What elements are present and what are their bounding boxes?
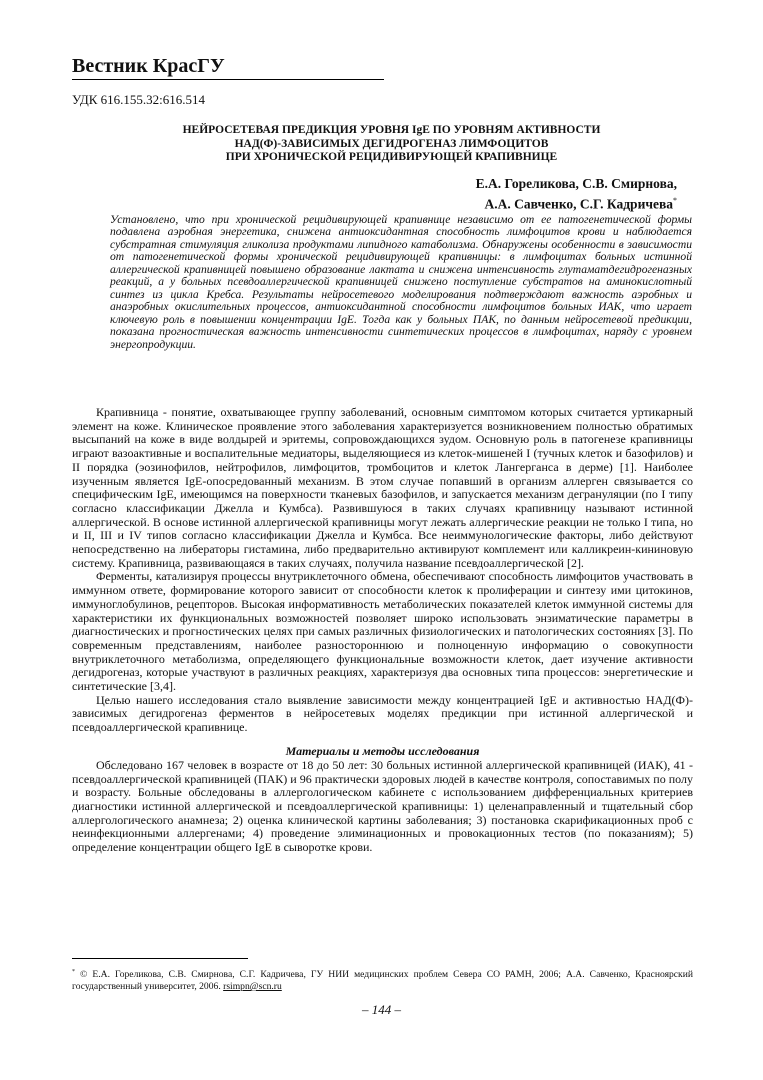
footnote-marker: * [72, 969, 75, 975]
paragraph: Целью нашего исследования стало выявление зависимости между концентрацией IgE и активностью НАД(Ф)-зависимых дегидрогеназ ферментов в нейросетевых моделях предикции при истинной аллергической и псевдоаллергической крапивнице. [72, 692, 693, 735]
footnote-text: © Е.А. Гореликова, С.В. Смирнова, С.Г. Кадричева, ГУ НИИ медицинских проблем Севера СО РАМН, 2006; А.А. Савченко, Красноярский государственный университет, 2006. [72, 969, 693, 993]
footnote-marker: * [673, 196, 677, 205]
journal-title: Вестник КрасГУ [72, 55, 225, 77]
paragraph: Обследовано 167 человек в возрасте от 18 до 50 лет: 30 больных истинной аллергической крапивницей (ИАК), 41 - псевдоаллергической крапивницей (ПАК) и 96 практически здоровых людей в качестве контроля, сопоставимых по полу и возрасту. Больные обследованы в аллергологическом кабинете с использованием дифференциальных критериев диагностики истинной аллергической и псевдоаллергической крапивницы: 1) целенаправленный и тщательный сбор аллергологического анамнеза; 2) оценка клинической картины заболевания; 3) постановка скарификационных проб с неинфекционными аллергенами; 4) проведение элиминационных и провокационных тестов (по показаниям); 5) определение концентрации общего IgE в сыворотке крови. [72, 757, 693, 855]
footnote [72, 966, 693, 993]
header-divider [72, 79, 384, 80]
footnote-divider [72, 958, 248, 959]
abstract: Установлено, что при хронической рецидивирующей крапивнице независимо от ее патогенетической формы подавлена аэробная энергетика, снижена антиоксидантная способность лимфоцитов крови и наблюдается субстратная стимуляция гликолиза продуктами липидного катаболизма. Обнаружены особенности в зависимости от патогенетической формы хронической рецидивирующей крапивницы: в лимфоцитах больных истинной аллергической крапивницей повышено образование лактата и снижена интенсивность глутаматдегидрогеназных реакций, а у больных псевдоаллергической крапивницей снижено поступление субстратов на аминокислотный синтез из цикла Кребса. Результаты нейросетевого моделирования подтверждают важность аэробных и анаэробных окислительных процессов, антиоксидантной способности лимфоцитов больных ИАК, что играет ключевую роль в повышении концентрации IgE. Тогда как у больных ПАК, по данным нейросетевой предикции, показана прогностическая важность интенсивности синтетических процессов в лимфоцитах, наряду с уровнем энергопродукции. [110, 213, 692, 351]
article-title [90, 124, 693, 165]
article-title-line: НЕЙРОСЕТЕВАЯ ПРЕДИКЦИЯ УРОВНЯ IgE ПО УРОВНЯМ АКТИВНОСТИ [182, 124, 601, 136]
author-list [476, 175, 677, 213]
section-heading: Материалы и методы исследования [285, 743, 480, 758]
author-line: А.А. Савченко, С.Г. Кадричева* [484, 196, 677, 212]
article-body [72, 406, 693, 855]
udc-code: УДК 616.155.32:616.514 [72, 92, 206, 107]
paragraph: Ферменты, катализируя процессы внутриклеточного обмена, обеспечивают способность лимфоцитов участвовать в иммунном ответе, формирование которого зависит от способности клеток к пролиферации и синтезу ими цитокинов, иммуноглобулинов, рецепторов. Высокая информативность метаболических показателей клеток иммунной системы для характеристики их функциональных возможностей позволяет широко использовать энзиматические параметры в диагностических и прогностических целях при самых различных физиологических и патологических состояниях [3]. По современным представлениям, наиболее разностороннюю и полноценную информацию о совокупности внутриклеточного метаболизма, определяющего функциональные возможности клеток, дает изучение активности дегидрогеназ, которые участвуют в различных реакциях, характеризуя два основных типа процессов: энергетические и синтетические [3,4]. [72, 569, 693, 694]
page-number: – 144 – [362, 1002, 401, 1017]
article-title-line: ПРИ ХРОНИЧЕСКОЙ РЕЦИДИВИРУЮЩЕЙ КРАПИВНИЦЕ [225, 151, 558, 164]
email-link[interactable]: rsimpn@scn.ru [223, 981, 282, 993]
article-title-line: НАД(Ф)-ЗАВИСИМЫХ ДЕГИДРОГЕНАЗ ЛИМФОЦИТОВ [234, 137, 549, 150]
paragraph: Крапивница - понятие, охватывающее группу заболеваний, основным симптомом которых считается уртикарный элемент на коже. Клиническое проявление этого заболевания характеризуется возникновением полностью обратимых высыпаний на коже в виде волдырей и эритемы, сопровождающихся зудом. Основную роль в патогенезе крапивницы играют вазоактивные и воспалительные медиаторы, выделяющиеся из клеток-мишеней I (тучных клеток и базофилов) и II порядка (эозинофилов, нейтрофилов, лимфоцитов, тромбоцитов и клеток Лангерганса в дерме) [1]. Наиболее изученным является IgE-опосредованный механизм. В этом случае попавший в организм аллерген связывается со специфическим IgE, имеющимся на поверхности тканевых базофилов, и запускается механизм дегрануляции (по I типу согласно классификации Джелла и Кумбса). Развившуюся в таких случаях крапивницу называют истинной аллергической. В основе истинной аллергической крапивницы могут лежать аллергические реакции не только I типа, но и II, III и IV типов согласно классификации Джелла и Кумбса. Все неиммунологические факторы, либо действуют непосредственно на либераторы гистамина, либо предварительно активируют комплемент или калликреин-кининовую систему. Крапивница, развивающаяся в таких случаях, получила название псевдоаллергической [2]. [72, 405, 693, 570]
author-line: Е.А. Гореликова, С.В. Смирнова, [475, 176, 677, 191]
